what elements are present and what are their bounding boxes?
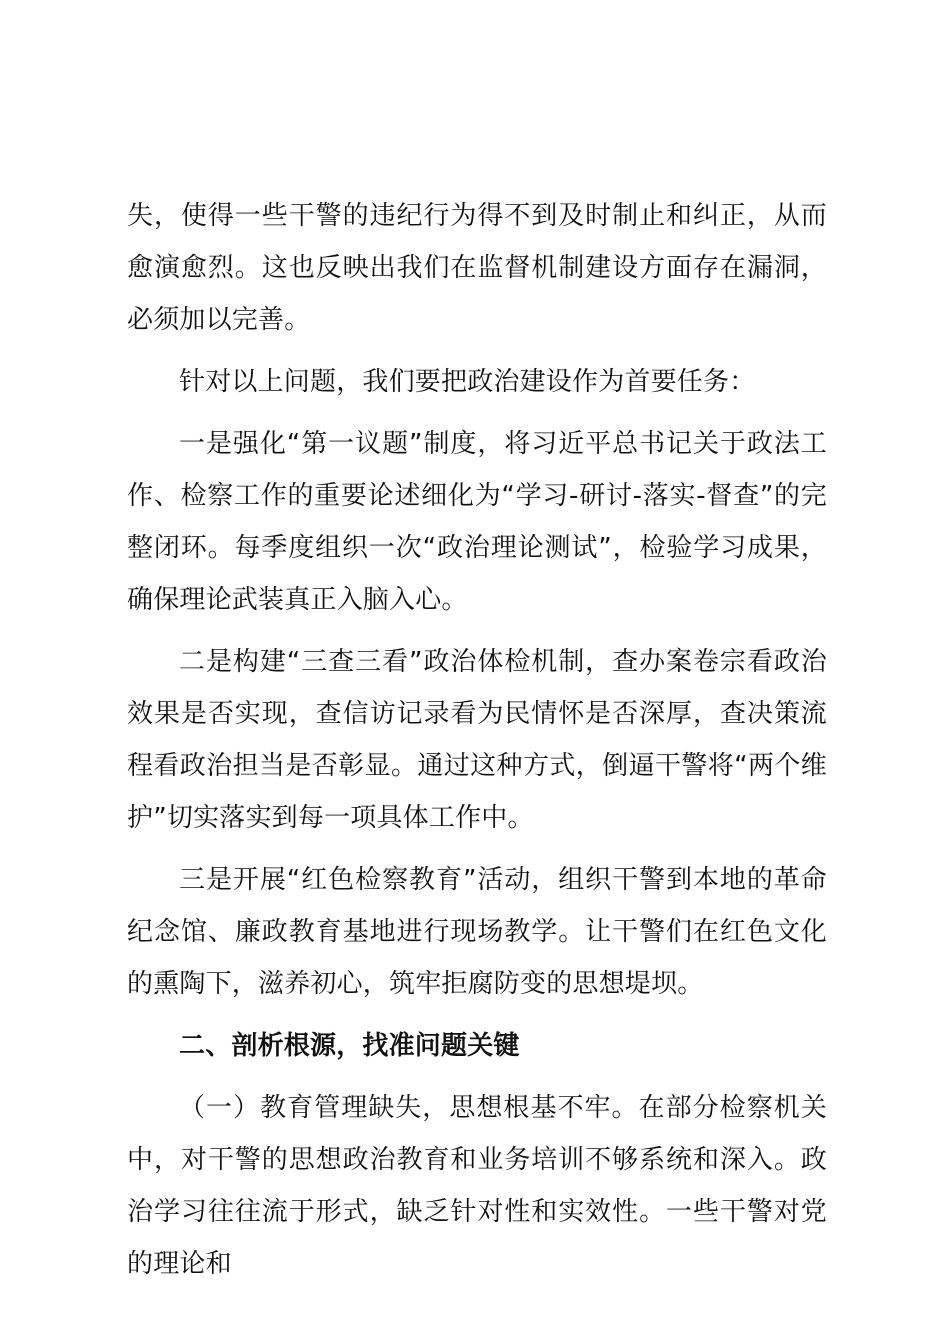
paragraph-subsection-one: （一）教育管理缺失，思想根基不牢。在部分检察机关中，对干警的思想政治教育和业务培训不够系统和深入。政治学习往往流于形式，缺乏针对性和实效性。一些干警对党的理论和 xyxy=(127,1093,827,1279)
paragraph-continuation: 失，使得一些干警的违纪行为得不到及时制止和纠正，从而愈演愈烈。这也反映出我们在监督机制建设方面存在漏洞，必须加以完善。 xyxy=(127,201,827,335)
document-body xyxy=(127,190,827,1300)
paragraph-measure-three: 三是开展“红色检察教育”活动，组织干警到本地的革命纪念馆、廉政教育基地进行现场教学。让干警们在红色文化的熏陶下，滋养初心，筑牢拒腐防变的思想堤坝。 xyxy=(127,865,827,999)
section-heading: 二、剖析根源，找准问题关键 xyxy=(179,1031,520,1061)
paragraph-measure-two: 二是构建“三查三看”政治体检机制，查办案卷宗看政治效果是否实现，查信访记录看为民情怀是否深厚，查决策流程看政治担当是否彰显。通过这种方式，倒逼干警将“两个维护”切实落实到每一项具体工作中。 xyxy=(127,647,827,833)
paragraph-intro: 针对以上问题，我们要把政治建设作为首要任务： xyxy=(179,367,756,397)
paragraph-measure-one: 一是强化“第一议题”制度，将习近平总书记关于政法工作、检察工作的重要论述细化为“学习-研讨-落实-督查”的完整闭环。每季度组织一次“政治理论测试”，检验学习成果，确保理论武装真正入脑入心。 xyxy=(127,429,827,615)
